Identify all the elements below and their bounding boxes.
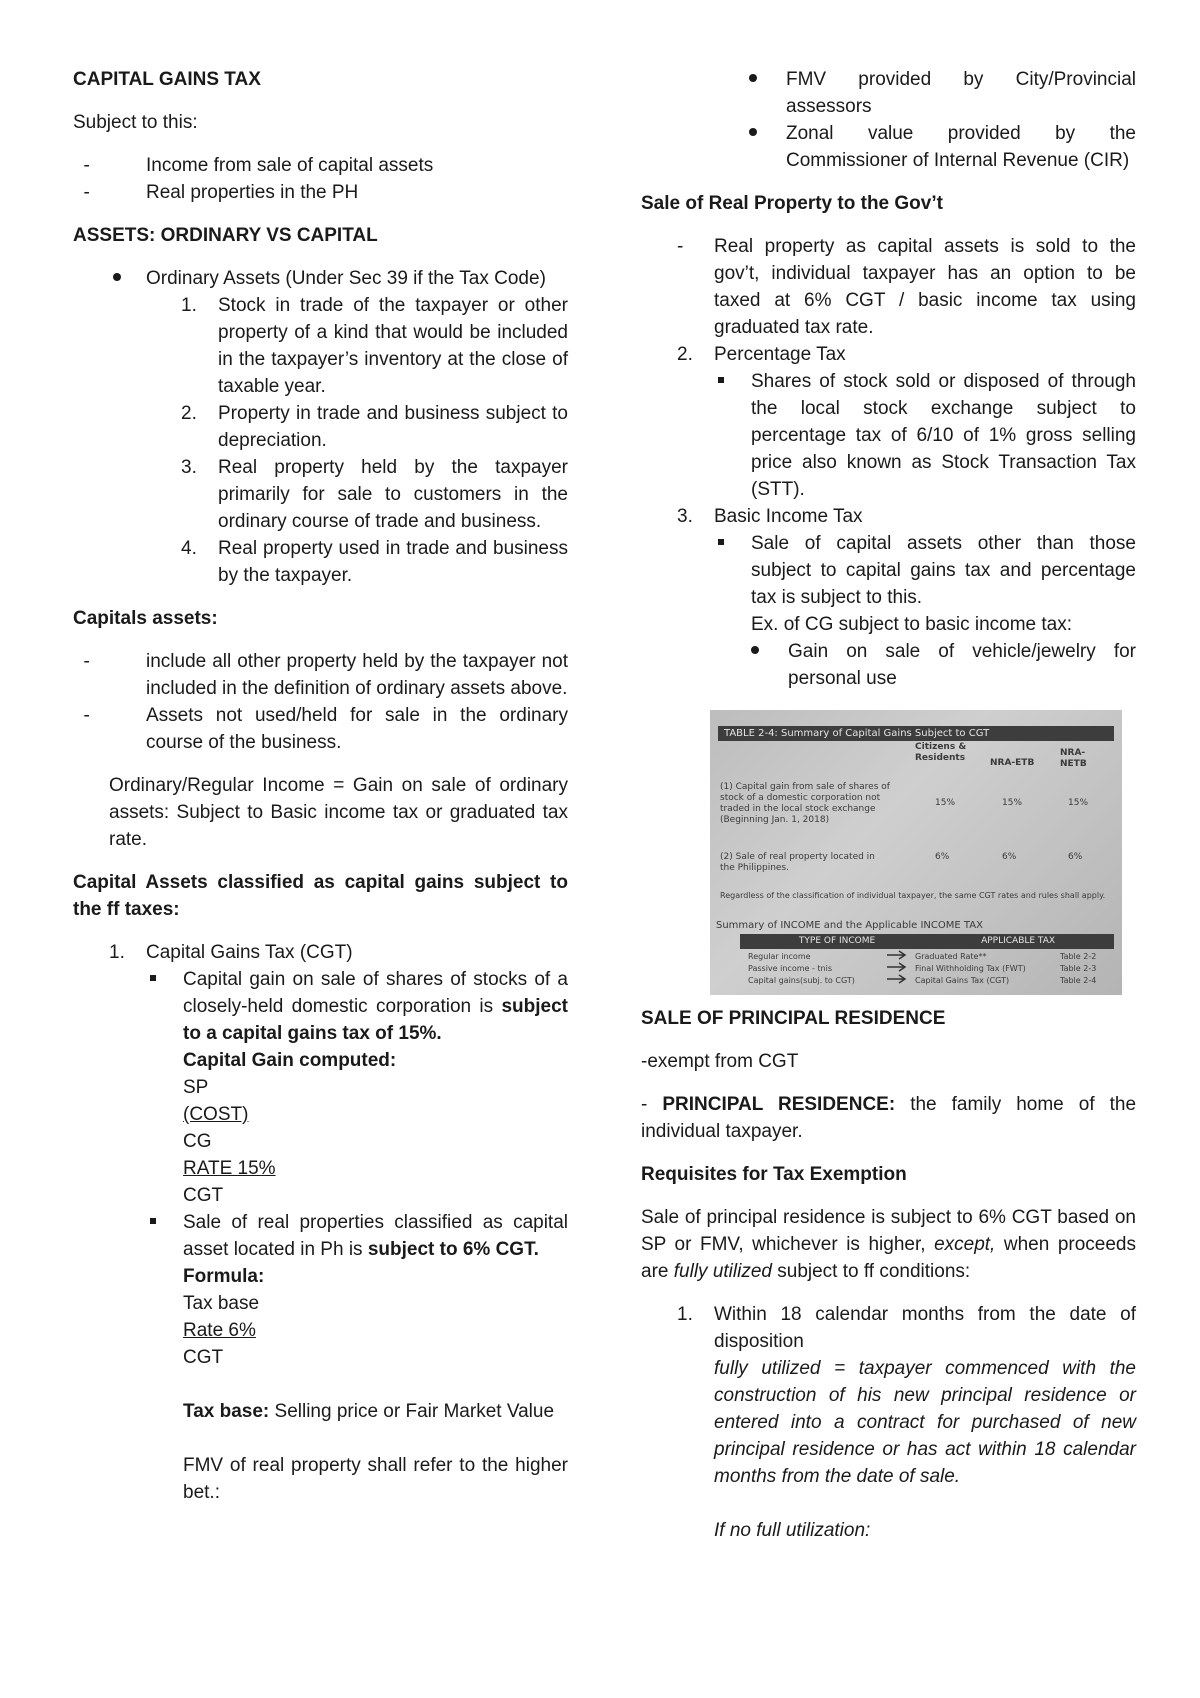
photo-footnote: Regardless of the classification of individual taxpayer, the same CGT rates and rules shall apply.: [720, 891, 1106, 900]
page-title: CAPITAL GAINS TAX: [73, 69, 261, 90]
photo-summary-cell: Graduated Rate**: [915, 952, 987, 961]
list-item: - Real properties in the PH: [73, 182, 359, 203]
photo-cell: 15%: [935, 798, 956, 808]
sale-paragraph: Sale of principal residence is subject to 6% CGT based on SP or FMV, whichever is higher, except, when proceeds are fully utilized subject to ff conditions:: [641, 1207, 1136, 1282]
photo-col-header: NRA-NETB: [1060, 748, 1087, 769]
arrow-icon: [885, 948, 913, 988]
photo-col-header: Citizens & Residents: [915, 742, 967, 763]
bullet-icon: [749, 74, 757, 82]
photo-summary-cell: Capital Gains Tax (CGT): [915, 976, 1010, 985]
section-heading: Requisites for Tax Exemption: [641, 1164, 907, 1185]
list-item: - Assets not used/held for sale in the ordinary course of the business.: [73, 705, 568, 753]
list-item: 3. Real property held by the taxpayer primarily for sale to customers in the ordinary course of trade and business.: [181, 457, 568, 532]
list-item: Zonal value provided by the Commissioner of Internal Revenue (CIR): [641, 120, 1136, 174]
section-heading: Sale of Real Property to the Gov’t: [641, 193, 943, 214]
photo-row-label: (2) Sale of real property located in the Philippines.: [720, 852, 875, 873]
bullet-icon: [113, 273, 121, 281]
photo-col-header: NRA-ETB: [990, 758, 1035, 768]
exempt-note: -exempt from CGT: [641, 1051, 799, 1072]
photo-summary-title: Summary of INCOME and the Applicable INCOME TAX: [716, 920, 983, 931]
right-column: [641, 66, 1136, 1544]
section-heading: Capital Assets classified as capital gains subject to the ff taxes:: [73, 872, 568, 920]
section-heading: Capitals assets:: [73, 608, 218, 629]
photo-row-label: (1) Capital gain from sale of shares of stock of a domestic corporation not traded in the local stock exchange (Beginning Jan. 1, 2018): [720, 782, 890, 825]
photo-cell: 6%: [1068, 852, 1083, 862]
photo-summary-cell: Passive income - tnis: [748, 964, 832, 973]
list-item: 2. Property in trade and business subject to depreciation.: [181, 403, 568, 451]
section-heading: SALE OF PRINCIPAL RESIDENCE: [641, 1008, 946, 1029]
list-item: Ordinary Assets (Under Sec 39 if the Tax Code): [73, 265, 568, 292]
list-item: 3. Basic Income Tax: [677, 506, 863, 527]
list-item: 4. Real property used in trade and business by the taxpayer.: [181, 538, 568, 586]
left-column: [73, 66, 568, 1506]
section-heading: ASSETS: ORDINARY VS CAPITAL: [73, 225, 378, 246]
photo-cell: 15%: [1068, 798, 1089, 808]
photo-cell: 15%: [1002, 798, 1023, 808]
list-item: Sale of capital assets other than those subject to capital gains tax and percentage tax is subject to this. Ex. of CG subject to basic income tax:: [641, 530, 1136, 638]
subject-intro: Subject to this:: [73, 112, 198, 133]
list-item: Sale of real properties classified as capital asset located in Ph is subject to 6% CGT. Formula: Tax base Rate 6% CGT Tax base: Selling price or Fair Market Value FMV of real property shall refer to the higher bet.:: [73, 1209, 568, 1506]
list-item: - Real property as capital assets is sold to the gov’t, individual taxpayer has an option to be taxed at 6% CGT / basic income tax using graduated tax rate.: [677, 236, 1136, 338]
list-item: 1. Capital Gains Tax (CGT): [109, 942, 353, 963]
list-item: FMV provided by City/Provincial assessors: [641, 66, 1136, 120]
list-item: - Income from sale of capital assets: [73, 155, 434, 176]
list-item: Gain on sale of vehicle/jewelry for personal use: [641, 638, 1136, 692]
photo-summary-cell: Final Withholding Tax (FWT): [915, 964, 1026, 973]
table-photo: [710, 710, 1122, 995]
bullet-icon: [150, 975, 156, 981]
photo-cell: 6%: [935, 852, 950, 862]
list-item: 1. Within 18 calendar months from the date of disposition fully utilized = taxpayer commenced with the construction of his new principal residence or entered into a contract for purchased of new principal residence or has act within 18 calendar months from the date of sale. If no full utilization:: [677, 1304, 1136, 1541]
bullet-icon: [718, 539, 724, 545]
photo-summary-header: TYPE OF INCOME APPLICABLE TAX: [740, 934, 1114, 949]
ordinary-income-note: Ordinary/Regular Income = Gain on sale of ordinary assets: Subject to Basic income tax or graduated tax rate.: [109, 775, 568, 850]
photo-summary-cell: Table 2-3: [1060, 964, 1097, 973]
principal-definition: - PRINCIPAL RESIDENCE: the family home of the individual taxpayer.: [641, 1094, 1137, 1142]
photo-summary-cell: Table 2-4: [1060, 976, 1097, 985]
photo-table-title: TABLE 2-4: Summary of Capital Gains Subject to CGT: [718, 726, 1114, 741]
bullet-icon: [150, 1218, 156, 1224]
photo-summary-cell: Regular income: [748, 952, 811, 961]
photo-summary-cell: Table 2-2: [1060, 952, 1097, 961]
bullet-icon: [751, 646, 759, 654]
list-item: Shares of stock sold or disposed of through the local stock exchange subject to percentage tax of 6/10 of 1% gross selling price also known as Stock Transaction Tax (STT).: [641, 368, 1136, 503]
bullet-icon: [718, 377, 724, 383]
list-item: 2. Percentage Tax: [677, 344, 846, 365]
bullet-icon: [749, 128, 757, 136]
list-item: Capital gain on sale of shares of stocks of a closely-held domestic corporation is subject to a capital gains tax of 15%. Capital Gain computed: SP (COST) CG RATE 15% CGT: [73, 966, 568, 1209]
photo-summary-cell: Capital gains(subj. to CGT): [748, 976, 855, 985]
list-item: - include all other property held by the taxpayer not included in the definition of ordinary assets above.: [73, 651, 568, 699]
photo-cell: 6%: [1002, 852, 1017, 862]
list-item: 1. Stock in trade of the taxpayer or other property of a kind that would be included in the taxpayer’s inventory at the close of taxable year.: [181, 295, 568, 397]
